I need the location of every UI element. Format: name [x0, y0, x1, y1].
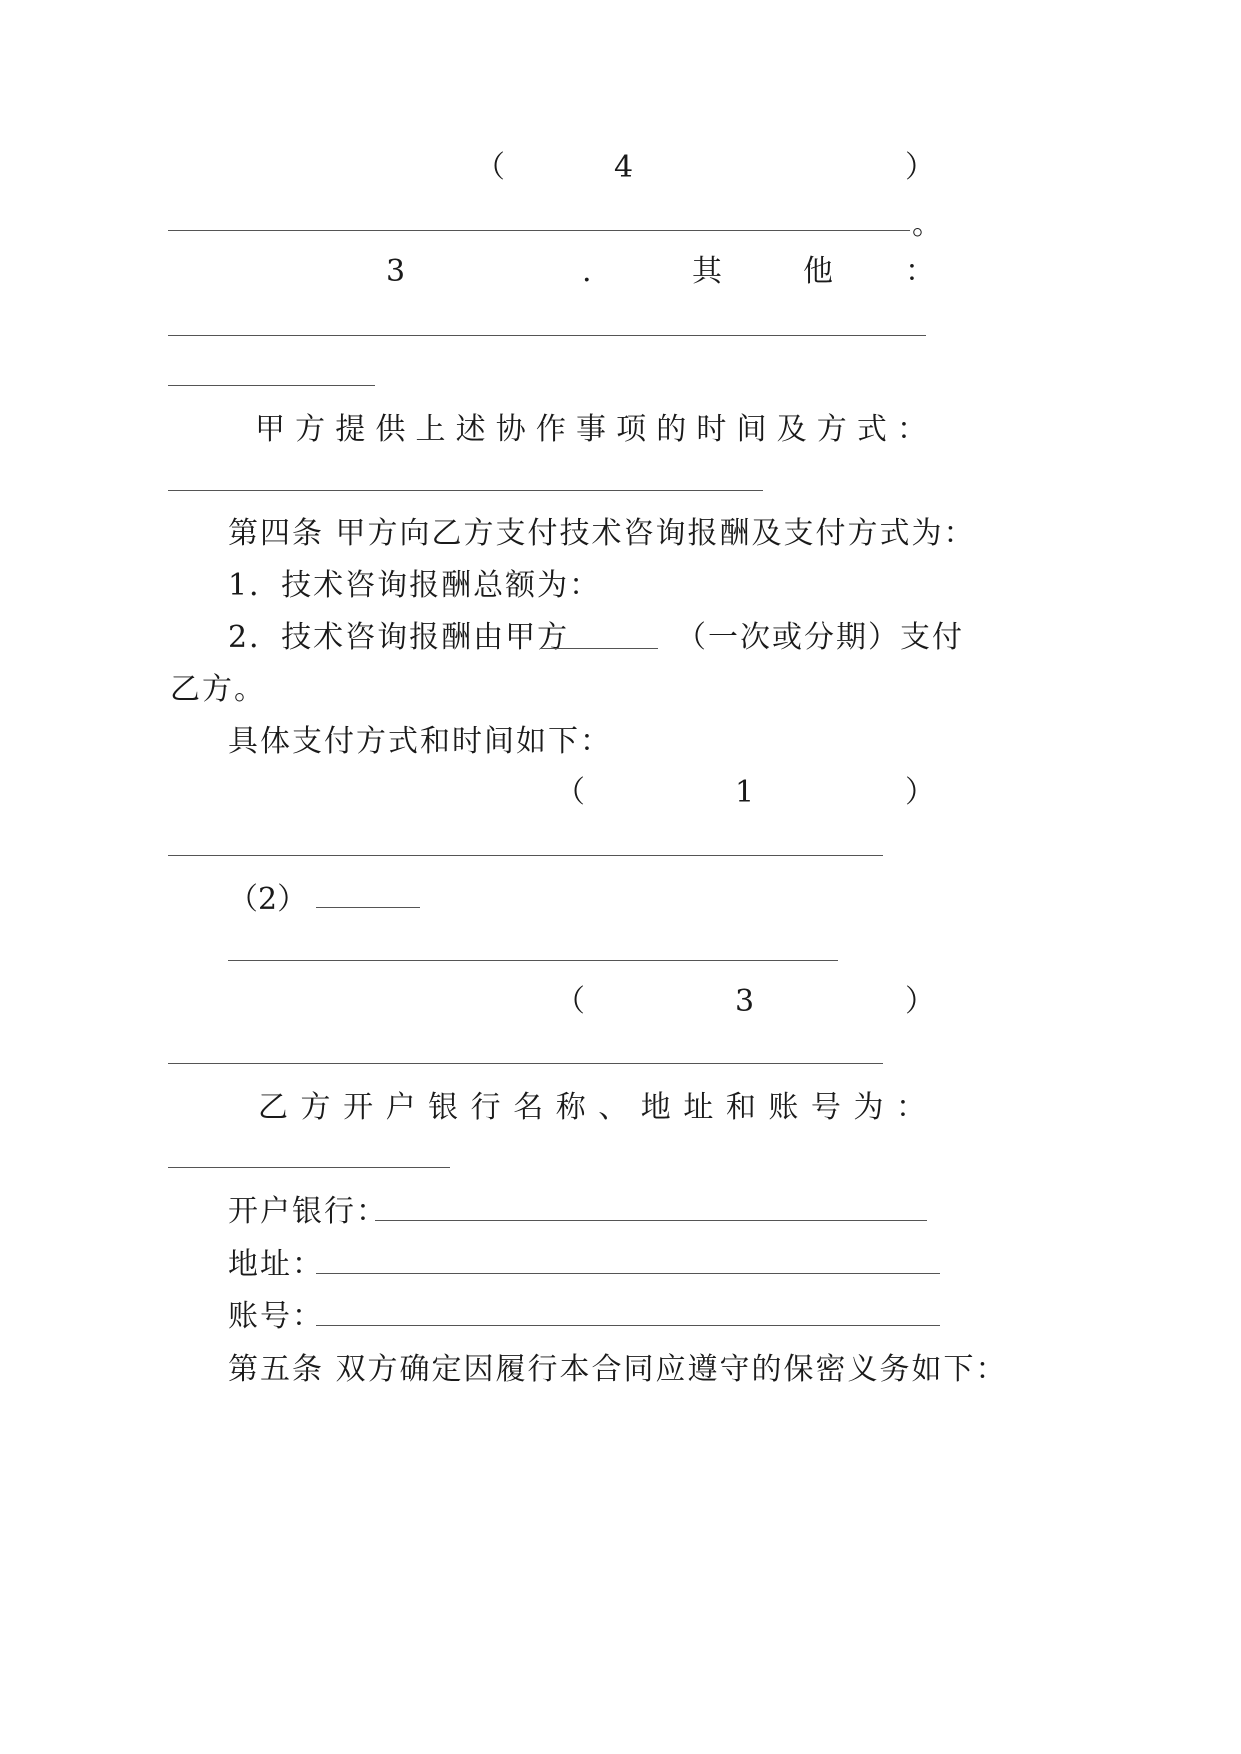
char: 事 — [576, 412, 606, 447]
char: 为 — [853, 1090, 884, 1125]
char: 开 — [343, 1090, 374, 1125]
char: 上 — [415, 412, 446, 447]
article-5-heading: 第五条 双方确定因履行本合同应遵守的保密义务如下： — [228, 1352, 1008, 1387]
char: 号 — [810, 1090, 841, 1125]
char: 银 — [428, 1090, 459, 1125]
other-blank-1[interactable] — [168, 335, 926, 336]
char: 方 — [300, 1090, 331, 1125]
fee-payer-line: 2．技术咨询报酬由甲方 — [228, 620, 570, 655]
char: 账 — [768, 1090, 799, 1125]
char: 式 — [856, 412, 887, 447]
sched3-close-paren: ） — [905, 984, 935, 1019]
char: 方 — [295, 412, 326, 447]
item4-open-paren: （ — [475, 150, 505, 185]
sched2-blank-2[interactable] — [228, 960, 838, 961]
provide-time-blank[interactable] — [168, 490, 763, 491]
sched2-label: （2） — [228, 882, 308, 917]
fee-total-line: 1．技术咨询报酬总额为： — [228, 568, 602, 603]
bank-name-label: 开户银行： — [228, 1194, 388, 1229]
char: 和 — [725, 1090, 756, 1125]
char: 方 — [816, 412, 847, 447]
char: 名 — [513, 1090, 544, 1125]
address-field[interactable] — [316, 1273, 940, 1274]
char: 时 — [696, 412, 727, 447]
char: 甲 — [255, 412, 285, 447]
account-field[interactable] — [316, 1325, 940, 1326]
item4-blank[interactable] — [168, 230, 910, 231]
char: 地 — [640, 1090, 671, 1125]
other-dot: . — [582, 254, 592, 289]
account-label: 账号： — [228, 1299, 324, 1334]
char: ： — [897, 412, 927, 447]
char: 的 — [656, 412, 687, 447]
char: 称 — [555, 1090, 586, 1125]
char: 址 — [683, 1090, 714, 1125]
payment-mode-label: （一次或分期）支付 — [676, 620, 964, 655]
char: 及 — [776, 412, 807, 447]
bank-name-field[interactable] — [375, 1220, 927, 1221]
char: 供 — [375, 412, 406, 447]
sched3-open-paren: （ — [555, 984, 585, 1019]
char: 间 — [736, 412, 767, 447]
bank-info-blank[interactable] — [168, 1167, 450, 1168]
article-4-heading: 第四条 甲方向乙方支付技术咨询报酬及支付方式为： — [228, 516, 976, 551]
char: 作 — [535, 412, 566, 447]
char: 户 — [385, 1090, 416, 1125]
period-mark: 。 — [912, 207, 942, 242]
char: 行 — [470, 1090, 501, 1125]
char: ： — [895, 1090, 926, 1125]
sched3-blank[interactable] — [168, 1063, 883, 1064]
other-number: 3 — [386, 254, 406, 289]
other-char: 其 — [692, 254, 722, 289]
char: 乙 — [258, 1090, 288, 1125]
payment-detail-heading: 具体支付方式和时间如下： — [228, 724, 612, 759]
sched2-blank-1[interactable] — [316, 907, 420, 908]
address-label: 地址： — [228, 1247, 324, 1282]
char: 述 — [455, 412, 486, 447]
sched3-number: 3 — [735, 984, 755, 1019]
item4-number: 4 — [614, 150, 634, 185]
sched1-open-paren: （ — [555, 775, 585, 810]
payee-line: 乙方。 — [170, 672, 266, 707]
other-blank-2[interactable] — [168, 385, 375, 386]
char: 项 — [616, 412, 647, 447]
provide-time-heading — [255, 410, 927, 450]
other-char: 他 — [803, 254, 833, 289]
payment-mode-blank[interactable] — [540, 648, 658, 649]
sched1-blank[interactable] — [168, 855, 883, 856]
other-char: ： — [905, 254, 935, 289]
sched1-close-paren: ） — [905, 775, 935, 810]
sched1-number: 1 — [735, 775, 755, 810]
char: 、 — [598, 1090, 629, 1125]
bank-info-heading — [258, 1088, 926, 1128]
item4-close-paren: ） — [905, 150, 935, 185]
char: 协 — [495, 412, 526, 447]
char: 提 — [335, 412, 366, 447]
